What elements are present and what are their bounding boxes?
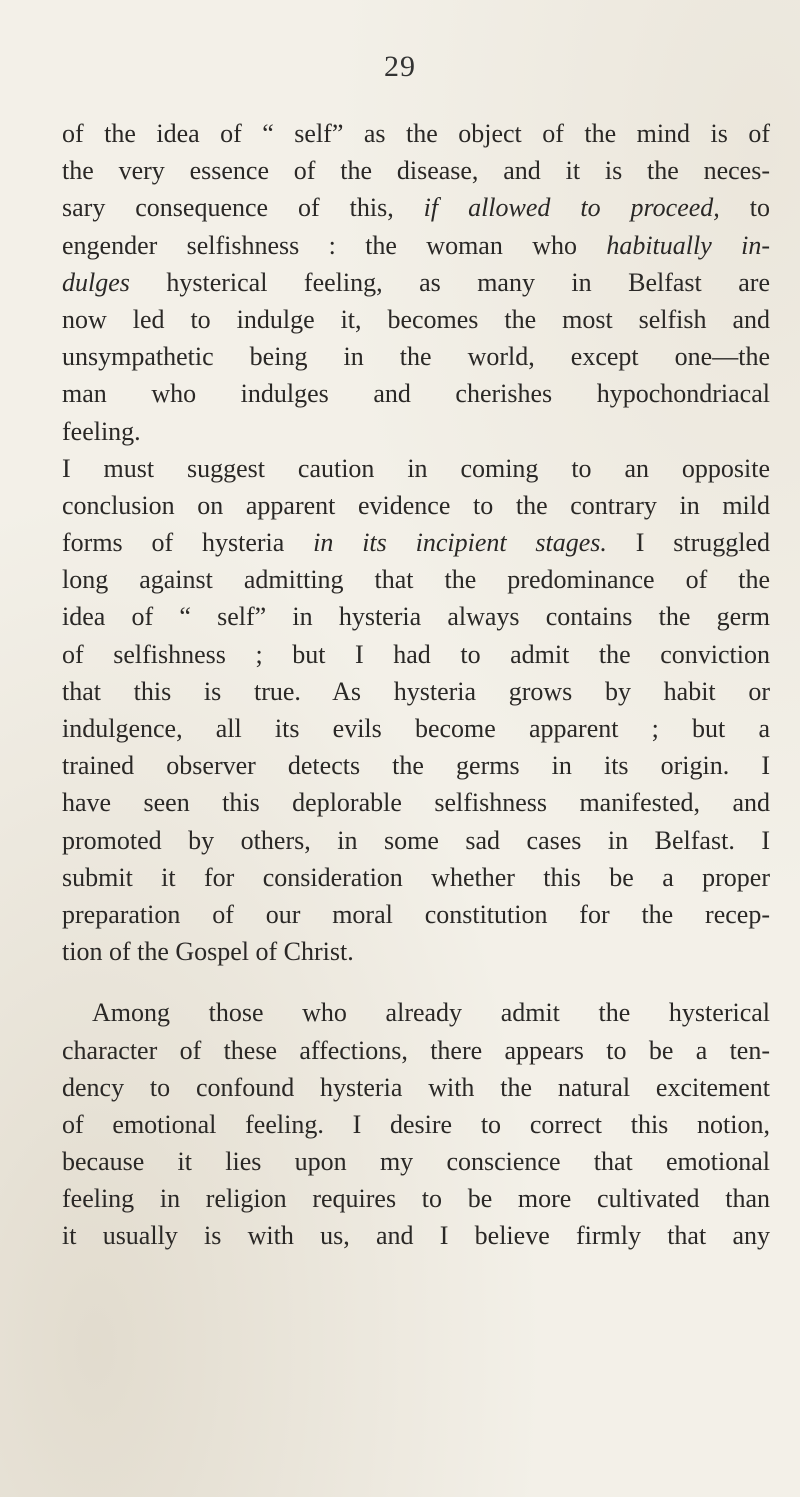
text-line: dulges hysterical feeling, as many in Belfast are	[62, 267, 770, 297]
text-line: have seen this deplorable selfishness manifested, and	[62, 788, 770, 818]
text-line: indulgence, all its evils become apparent ; but a	[62, 714, 770, 743]
text-line: man who indulges and cherishes hypochondriacal	[62, 379, 770, 409]
text-line: of emotional feeling. I desire to correct this notion,	[62, 1109, 770, 1139]
text-line: trained observer detects the germs in its origin. I	[62, 751, 770, 781]
text-line: dency to confound hysteria with the natural excitement	[62, 1072, 770, 1102]
text-line: promoted by others, in some sad cases in Belfast. I	[62, 825, 770, 855]
text-line: I must suggest caution in coming to an opposite	[62, 453, 770, 483]
text-line: now led to indulge it, becomes the most selfish and	[62, 304, 770, 334]
italic-phrase: in its incipient stages.	[313, 528, 607, 558]
text-line: forms of hysteria in its incipient stages. I struggled	[62, 528, 771, 558]
text-line: because it lies upon my conscience that emotional	[62, 1147, 770, 1177]
text-line: it usually is with us, and I believe firmly that any	[62, 1221, 770, 1251]
text-line: unsympathetic being in the world, except one—the	[62, 342, 770, 372]
text-line: feeling in religion requires to be more cultivated than	[62, 1184, 770, 1214]
italic-phrase: if allowed to proceed,	[423, 193, 720, 223]
italic-phrase: dulges	[62, 267, 130, 297]
text-line: preparation of our moral constitution for the recep-	[62, 899, 770, 929]
text-line: of selfishness ; but I had to admit the conviction	[62, 639, 770, 669]
text-line: Among those who already admit the hysterical	[92, 998, 770, 1028]
text-line: character of these affections, there appears to be a ten-	[62, 1035, 770, 1065]
page-number: 29	[384, 50, 416, 83]
text-line: long against admitting that the predominance of the	[62, 565, 770, 595]
text-line: feeling.	[62, 416, 141, 446]
text-line: submit it for consideration whether this be a proper	[62, 862, 770, 892]
text-line: tion of the Gospel of Christ.	[62, 937, 354, 967]
italic-phrase: habitually in-	[606, 230, 770, 260]
text-line: the very essence of the disease, and it is the neces-	[62, 156, 770, 186]
text-line: idea of “ self” in hysteria always contains the germ	[62, 602, 770, 632]
text-line: engender selfishness : the woman who habitually in-	[62, 230, 770, 260]
text-line: sary consequence of this, if allowed to proceed, to	[62, 193, 770, 223]
text-line: that this is true. As hysteria grows by habit or	[62, 676, 770, 706]
text-line: conclusion on apparent evidence to the contrary in mild	[62, 490, 770, 520]
body-text	[62, 115, 770, 1255]
text-line: of the idea of “ self” as the object of the mind is of	[62, 119, 770, 148]
